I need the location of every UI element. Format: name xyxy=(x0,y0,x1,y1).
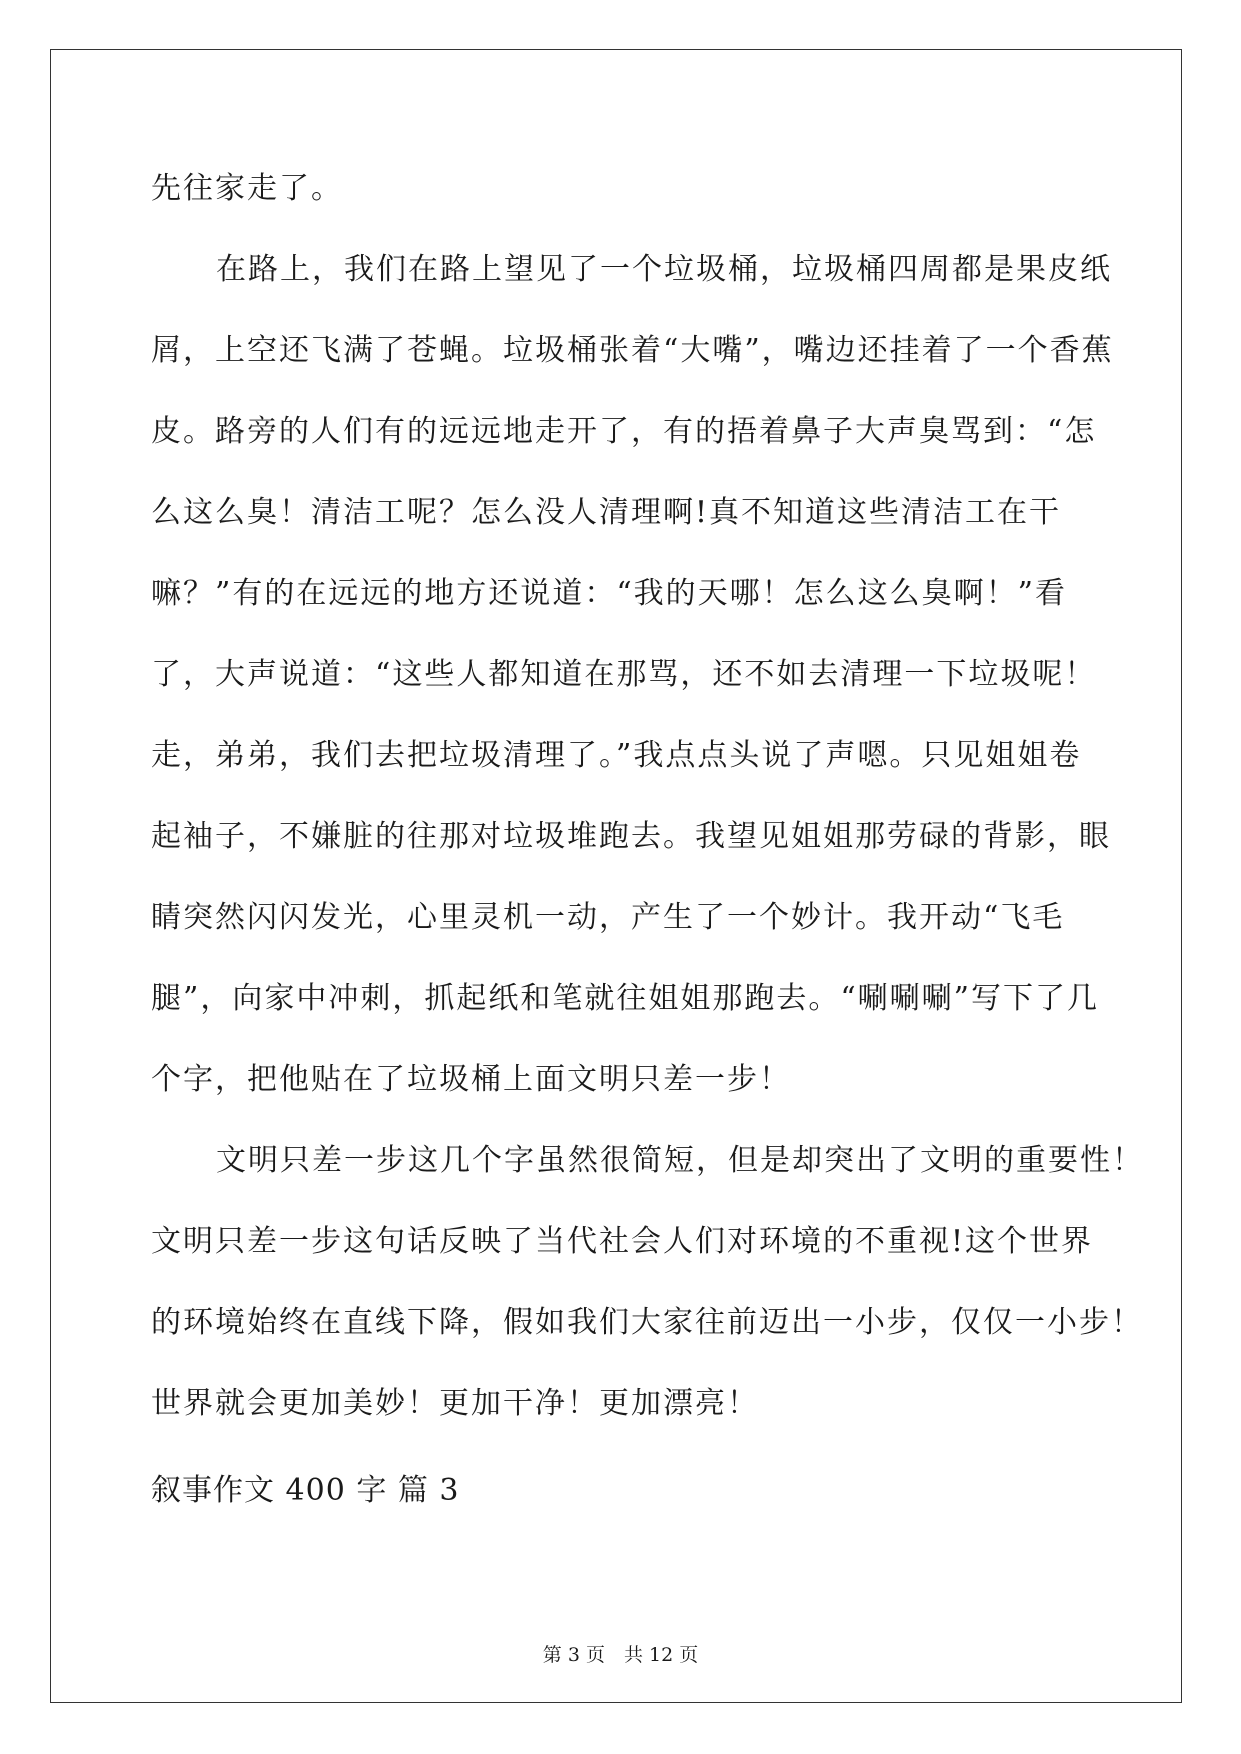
text-line: 先往家走了。 xyxy=(151,171,343,206)
essay-body xyxy=(151,148,1144,1444)
paragraph-start-line: 文明只差一步这几个字虽然很简短，但是却突出了文明的重要性！ xyxy=(216,1143,1144,1178)
text-line: 嘛？”有的在远远的地方还说道：“我的天哪！怎么这么臭啊！”看 xyxy=(151,576,1068,611)
text-line: 世界就会更加美妙！更加干净！更加漂亮！ xyxy=(151,1386,759,1421)
text-line: 腿”，向家中冲刺，抓起纸和笔就往姐姐那跑去。“唰唰唰”写下了几 xyxy=(151,981,1100,1016)
paragraph-start-line: 在路上，我们在路上望见了一个垃圾桶，垃圾桶四周都是果皮纸 xyxy=(216,252,1112,287)
text-line: 的环境始终在直线下降，假如我们大家往前迈出一小步，仅仅一小步！ xyxy=(151,1305,1143,1340)
page-number: 第 3 页 共 12 页 xyxy=(542,1644,699,1666)
text-line: 么这么臭！清洁工呢？怎么没人清理啊!真不知道这些清洁工在干 xyxy=(151,495,1062,530)
section-heading: 叙事作文 400 字 篇 3 xyxy=(151,1473,460,1508)
text-line: 睛突然闪闪发光，心里灵机一动，产生了一个妙计。我开动“飞毛 xyxy=(151,900,1065,935)
text-line: 个字，把他贴在了垃圾桶上面文明只差一步！ xyxy=(151,1062,791,1097)
text-line: 文明只差一步这句话反映了当代社会人们对环境的不重视!这个世界 xyxy=(151,1224,1094,1259)
text-line: 走，弟弟，我们去把垃圾清理了。”我点点头说了声嗯。只见姐姐卷 xyxy=(151,738,1082,773)
text-line: 起袖子，不嫌脏的往那对垃圾堆跑去。我望见姐姐那劳碌的背影，眼 xyxy=(151,819,1111,854)
text-line: 屑，上空还飞满了苍蝇。垃圾桶张着“大嘴”，嘴边还挂着了一个香蕉 xyxy=(151,333,1114,368)
page-footer xyxy=(0,1643,1241,1667)
text-line: 皮。路旁的人们有的远远地走开了，有的捂着鼻子大声臭骂到：“怎 xyxy=(151,414,1097,449)
text-line: 了，大声说道：“这些人都知道在那骂，还不如去清理一下垃圾呢！ xyxy=(151,657,1097,692)
